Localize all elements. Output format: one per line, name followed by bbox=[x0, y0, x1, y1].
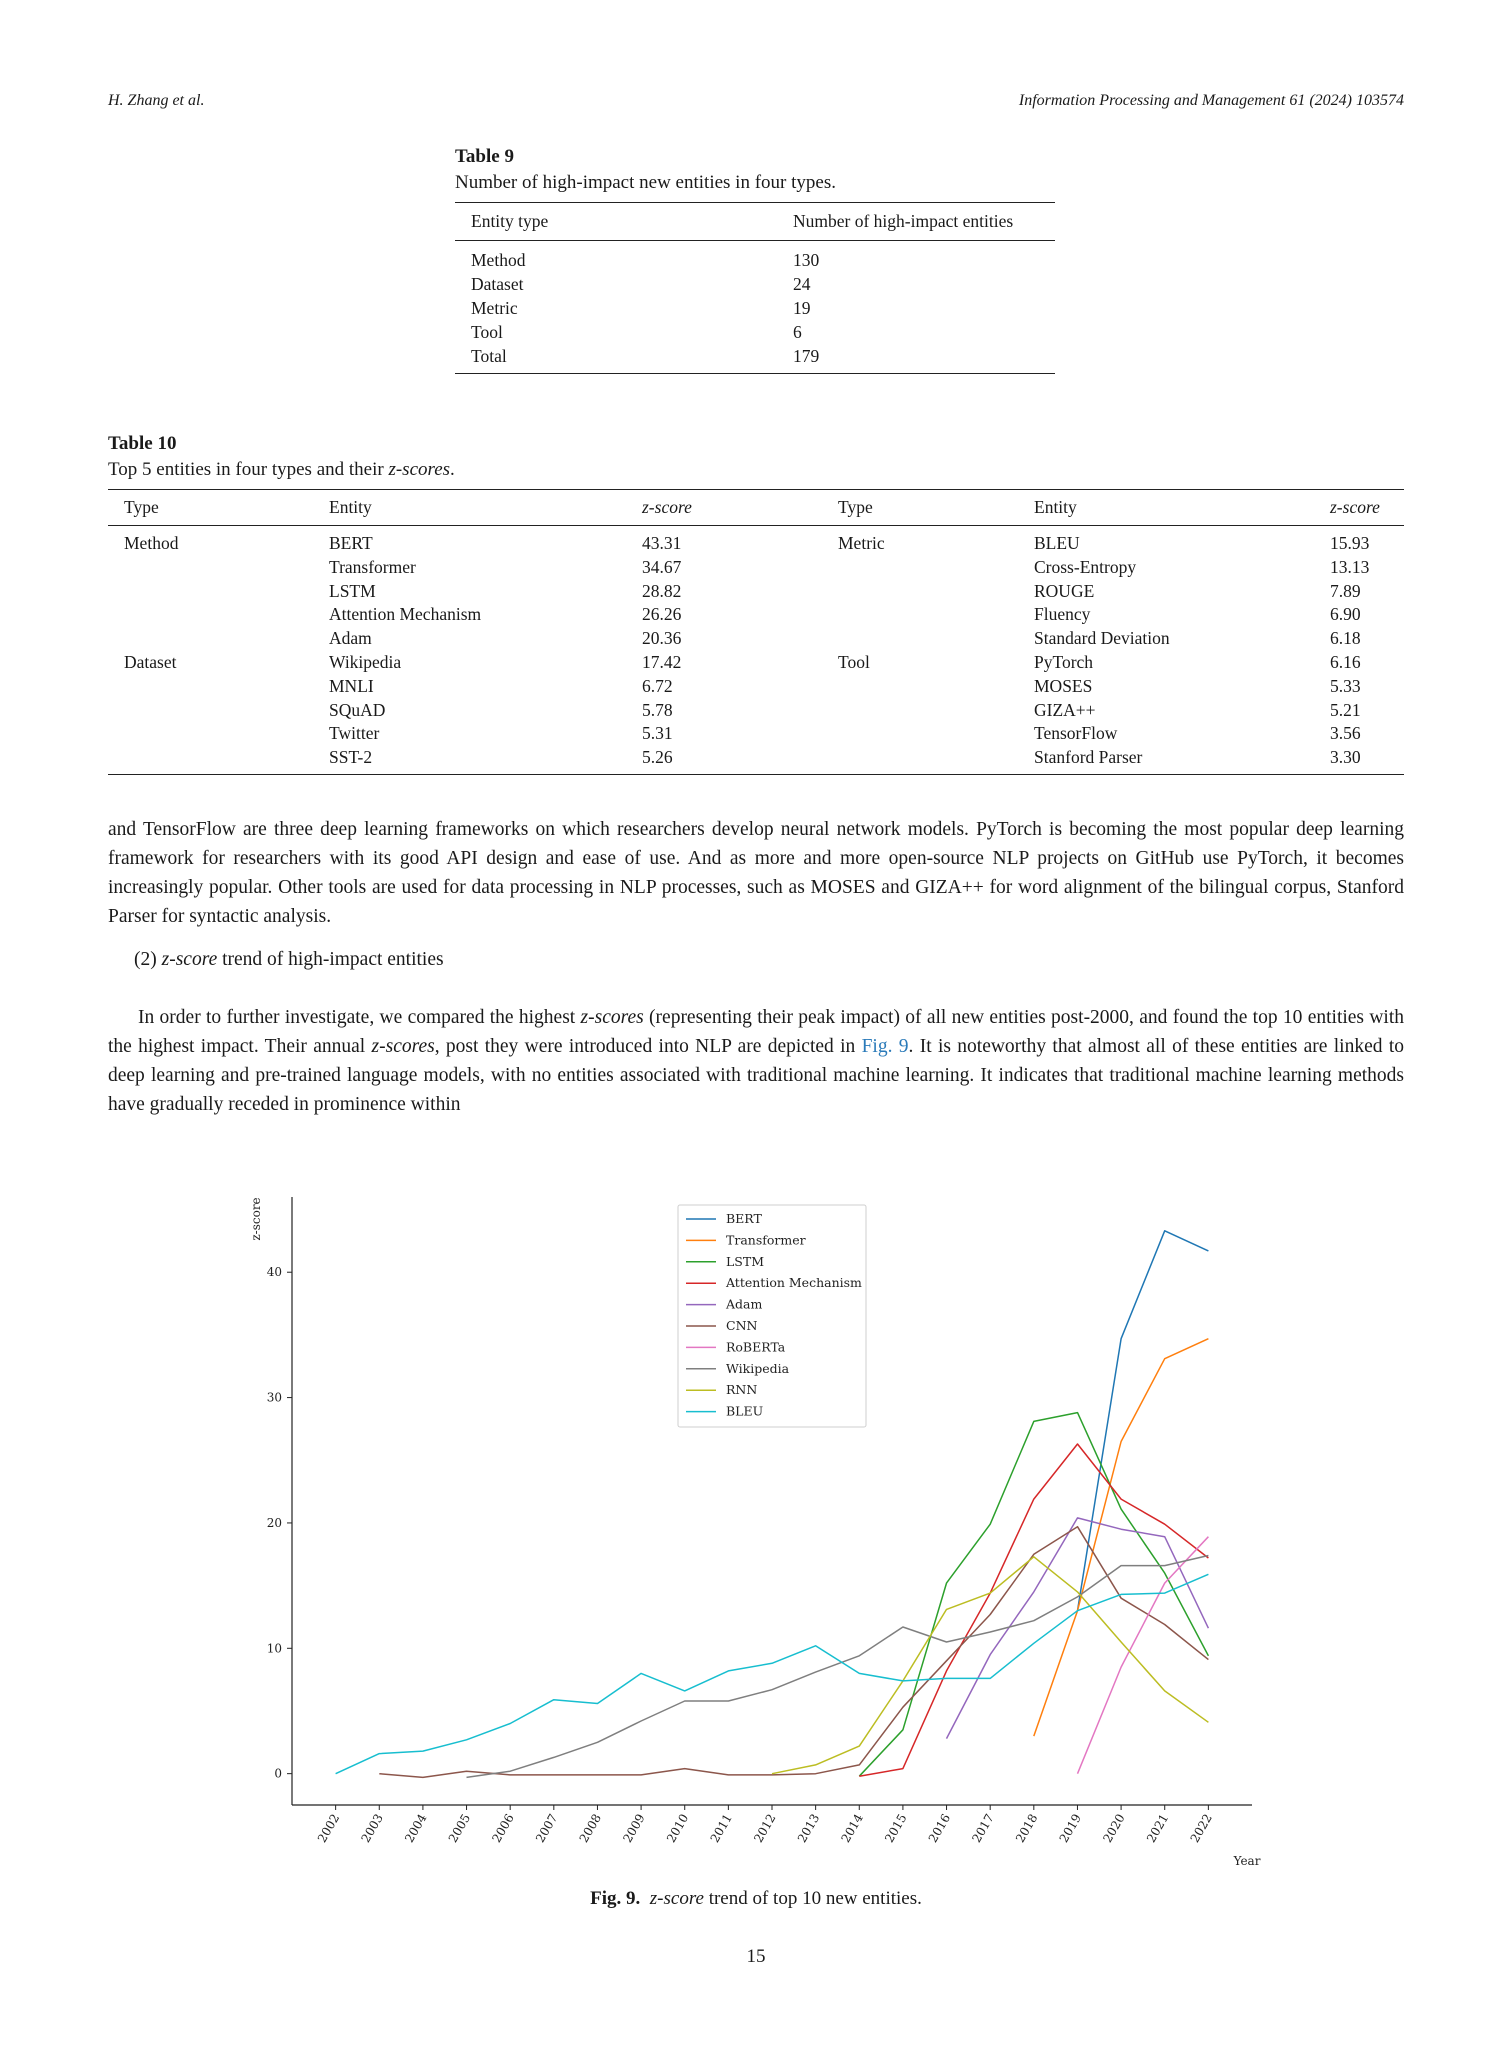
legend-label: Attention Mechanism bbox=[726, 1275, 862, 1291]
x-axis-label: Year bbox=[1233, 1854, 1261, 1868]
legend-label: LSTM bbox=[726, 1253, 765, 1269]
x-tick-label: 2007 bbox=[533, 1811, 561, 1845]
table-row bbox=[455, 344, 1055, 374]
y-axis-label: z-score bbox=[249, 1197, 263, 1241]
table-cell: 6 bbox=[793, 322, 802, 342]
table-cell: GIZA++ bbox=[1034, 699, 1096, 720]
x-tick-label: 2014 bbox=[838, 1811, 866, 1845]
table-cell bbox=[822, 722, 1018, 746]
legend-label: BERT bbox=[726, 1211, 762, 1226]
table-cell: SST-2 bbox=[313, 746, 626, 774]
x-tick-label: 2019 bbox=[1056, 1811, 1085, 1845]
table-cell: Dataset bbox=[124, 651, 177, 672]
table-10-header-type: Type bbox=[108, 490, 313, 526]
line-chart bbox=[230, 1185, 1280, 1885]
table-9-header-entity-type: Entity type bbox=[455, 203, 777, 241]
x-tick-label: 2017 bbox=[969, 1811, 997, 1845]
table-cell: PyTorch bbox=[1034, 651, 1094, 672]
table-cell: 130 bbox=[793, 250, 820, 270]
table-cell bbox=[822, 746, 1018, 774]
table-cell: Tool bbox=[838, 651, 870, 672]
table-cell: 28.82 bbox=[642, 580, 682, 601]
table-9 bbox=[455, 146, 1055, 374]
series-line-roberta bbox=[1078, 1537, 1209, 1774]
table-9-header-count: Number of high-impact entities bbox=[777, 203, 1055, 241]
table-row bbox=[108, 675, 1404, 699]
table-cell bbox=[822, 699, 1018, 723]
table-cell: 5.33 bbox=[1330, 675, 1361, 696]
table-cell: Method bbox=[471, 250, 526, 270]
table-row bbox=[108, 556, 1404, 580]
table-10 bbox=[108, 433, 1404, 775]
table-cell bbox=[108, 627, 313, 651]
table-cell: 6.72 bbox=[642, 675, 673, 696]
table-cell: BERT bbox=[329, 533, 373, 553]
y-tick-label: 30 bbox=[266, 1390, 282, 1405]
table-cell: 6.16 bbox=[1330, 651, 1361, 672]
table-cell: Metric bbox=[838, 533, 885, 553]
table-cell: Tool bbox=[471, 322, 503, 342]
table-cell: 34.67 bbox=[642, 556, 682, 577]
table-cell bbox=[822, 603, 1018, 627]
legend-label: BLEU bbox=[726, 1403, 764, 1419]
table-row bbox=[455, 241, 1055, 273]
table-cell: 15.93 bbox=[1330, 533, 1370, 553]
series-line-wikipedia bbox=[467, 1556, 1209, 1778]
x-tick-label: 2004 bbox=[402, 1811, 430, 1845]
table-row bbox=[455, 296, 1055, 320]
table-cell: SQuAD bbox=[329, 699, 386, 720]
x-tick-label: 2002 bbox=[314, 1811, 343, 1845]
table-cell: 6.90 bbox=[1330, 604, 1361, 625]
table-cell: 7.89 bbox=[1330, 580, 1361, 601]
page-number: 15 bbox=[746, 1946, 766, 1967]
paragraph-tools bbox=[108, 815, 1404, 931]
table-cell: Attention Mechanism bbox=[329, 604, 482, 625]
table-cell: Dataset bbox=[471, 274, 524, 294]
paragraph-tools-text: and TensorFlow are three deep learning frameworks on which researchers develop neural network models. PyTorch is becoming the most popular deep learning framework for researchers with its good API design and ease of use. And as more and more open-source NLP projects on GitHub use PyTorch, it becomes increasingly popular. Other tools are used for data processing in NLP processes, such as MOSES and GIZA++ for word alignment of the bilingual corpus, Stanford Parser for syntactic analysis. bbox=[108, 819, 1404, 927]
y-tick-label: 10 bbox=[266, 1641, 282, 1656]
table-row bbox=[108, 603, 1404, 627]
table-cell: Wikipedia bbox=[329, 651, 402, 672]
series-line-lstm bbox=[859, 1413, 1208, 1777]
table-cell: 3.56 bbox=[1330, 723, 1361, 744]
table-cell: Standard Deviation bbox=[1034, 628, 1170, 649]
table-9-caption: Number of high-impact new entities in four types. bbox=[455, 172, 836, 193]
table-cell: Adam bbox=[329, 628, 372, 649]
table-10-header-zscore: z-score bbox=[626, 490, 822, 526]
table-cell bbox=[108, 556, 313, 580]
table-row bbox=[455, 320, 1055, 344]
x-tick-label: 2018 bbox=[1013, 1811, 1041, 1845]
table-cell: Twitter bbox=[329, 723, 380, 744]
table-cell bbox=[822, 627, 1018, 651]
series-line-cnn bbox=[379, 1527, 1208, 1778]
table-row bbox=[108, 699, 1404, 723]
table-cell: 43.31 bbox=[642, 533, 682, 553]
table-cell: 179 bbox=[777, 344, 1055, 374]
table-cell: Total bbox=[455, 344, 777, 374]
x-tick-label: 2016 bbox=[925, 1811, 954, 1845]
x-tick-label: 2020 bbox=[1100, 1811, 1128, 1845]
series-line-bleu bbox=[336, 1574, 1209, 1773]
table-cell bbox=[108, 675, 313, 699]
table-cell: BLEU bbox=[1034, 533, 1080, 553]
table-cell: 19 bbox=[793, 298, 811, 318]
table-cell: MNLI bbox=[329, 675, 374, 696]
table-10-header-type-2: Type bbox=[822, 490, 1018, 526]
table-cell bbox=[822, 580, 1018, 604]
table-cell: 24 bbox=[793, 274, 811, 294]
figure-9-chart bbox=[230, 1185, 1280, 1885]
table-cell bbox=[108, 603, 313, 627]
x-tick-label: 2008 bbox=[576, 1811, 605, 1845]
table-row bbox=[108, 746, 1404, 774]
x-tick-label: 2021 bbox=[1143, 1811, 1172, 1845]
paragraph-trend: In order to further investigate, we compared the highest z-scores (representing their peak impact) of all new entities post-2000, and found the top 10 entities with the highest impact. Their annual z-scores, post they were introduced into NLP are depicted in Fig. 9. It is noteworthy that almost all of these entities are linked to deep learning and pre-trained language models, with no entities associated with traditional machine learning. It indicates that traditional machine learning methods have gradually receded in prominence within bbox=[108, 1007, 1404, 1115]
x-tick-label: 2013 bbox=[794, 1811, 823, 1845]
table-cell: Fluency bbox=[1034, 604, 1091, 625]
table-cell: 17.42 bbox=[642, 651, 682, 672]
table-cell: 5.31 bbox=[642, 723, 673, 744]
series-line-bert bbox=[1078, 1231, 1209, 1611]
table-cell: Metric bbox=[471, 298, 518, 318]
table-row bbox=[455, 272, 1055, 296]
legend-label: Adam bbox=[726, 1296, 763, 1312]
table-cell: 6.18 bbox=[1330, 628, 1361, 649]
table-cell: 5.21 bbox=[1330, 699, 1361, 720]
table-cell: 5.26 bbox=[626, 746, 822, 774]
table-cell: Stanford Parser bbox=[1018, 746, 1314, 774]
fig-9-link[interactable]: Fig. 9 bbox=[861, 1036, 909, 1057]
series-line-rnn bbox=[772, 1557, 1208, 1774]
x-tick-label: 2003 bbox=[358, 1811, 386, 1845]
table-cell bbox=[108, 699, 313, 723]
table-9-grid bbox=[455, 202, 1055, 374]
table-cell: 20.36 bbox=[642, 628, 682, 649]
legend-label: Wikipedia bbox=[726, 1360, 790, 1376]
series-line-attention-mechanism bbox=[859, 1444, 1208, 1776]
legend-label: RoBERTa bbox=[726, 1339, 786, 1355]
table-cell: 3.30 bbox=[1314, 746, 1404, 774]
running-header-authors: H. Zhang et al. bbox=[108, 92, 205, 109]
table-cell: ROUGE bbox=[1034, 580, 1095, 601]
x-tick-label: 2010 bbox=[663, 1811, 692, 1845]
table-cell: 5.78 bbox=[642, 699, 673, 720]
legend-label: CNN bbox=[726, 1318, 758, 1333]
y-tick-label: 0 bbox=[274, 1766, 282, 1781]
table-row bbox=[108, 651, 1404, 675]
table-cell: Cross-Entropy bbox=[1034, 556, 1137, 577]
figure-caption: Fig. 9. z-score trend of top 10 new entities. bbox=[590, 1888, 922, 1909]
table-cell: 13.13 bbox=[1330, 556, 1370, 577]
table-row bbox=[108, 627, 1404, 651]
x-tick-label: 2005 bbox=[445, 1811, 474, 1845]
table-10-header-entity: Entity bbox=[313, 490, 626, 526]
table-10-header-entity-2: Entity bbox=[1018, 490, 1314, 526]
x-tick-label: 2006 bbox=[489, 1811, 517, 1845]
table-cell: MOSES bbox=[1034, 675, 1093, 696]
table-9-label: Table 9 bbox=[455, 146, 514, 167]
legend-label: RNN bbox=[726, 1382, 758, 1398]
table-10-grid bbox=[108, 489, 1404, 775]
table-cell bbox=[822, 556, 1018, 580]
table-cell: Method bbox=[124, 533, 179, 553]
table-cell bbox=[822, 675, 1018, 699]
table-cell: LSTM bbox=[329, 580, 376, 601]
y-tick-label: 20 bbox=[266, 1515, 282, 1530]
table-cell: 26.26 bbox=[642, 604, 682, 625]
table-10-label: Table 10 bbox=[108, 433, 177, 454]
table-cell bbox=[108, 722, 313, 746]
table-row bbox=[108, 526, 1404, 556]
section-heading: (2) z-score trend of high-impact entities bbox=[134, 949, 444, 970]
table-cell: Transformer bbox=[329, 556, 416, 577]
table-cell: TensorFlow bbox=[1034, 723, 1118, 744]
table-cell bbox=[108, 580, 313, 604]
x-tick-label: 2011 bbox=[707, 1811, 735, 1845]
table-10-header-zscore-2: z-score bbox=[1314, 490, 1404, 526]
table-row bbox=[108, 580, 1404, 604]
x-tick-label: 2015 bbox=[882, 1811, 910, 1845]
table-10-caption: Top 5 entities in four types and their z-scores. bbox=[108, 459, 455, 480]
x-tick-label: 2012 bbox=[751, 1811, 779, 1845]
x-tick-label: 2009 bbox=[620, 1811, 648, 1845]
table-cell bbox=[108, 746, 313, 774]
y-tick-label: 40 bbox=[266, 1265, 282, 1280]
table-row bbox=[108, 722, 1404, 746]
x-tick-label: 2022 bbox=[1187, 1811, 1215, 1845]
running-header-journal: Information Processing and Management 61 (2024) 103574 bbox=[1018, 92, 1404, 109]
legend-label: Transformer bbox=[726, 1232, 806, 1248]
